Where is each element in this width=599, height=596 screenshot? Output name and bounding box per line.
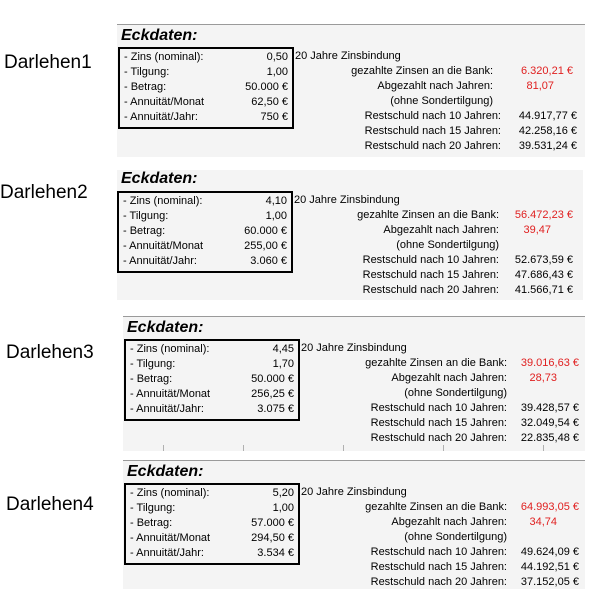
row-value[interactable]: 1,00: [266, 66, 288, 78]
row-value[interactable]: 4,10: [265, 195, 287, 207]
rest-20-value[interactable]: 39.531,24 €: [518, 140, 577, 152]
rest-20-label: Restschuld nach 20 Jahren:: [362, 284, 499, 296]
rest-10-label: Restschuld nach 10 Jahren:: [370, 402, 507, 414]
row-label: - Annuität/Jahr:: [130, 547, 204, 559]
loan-sheet-1: [117, 24, 585, 157]
row-value[interactable]: 255,00 €: [244, 240, 287, 252]
row-value[interactable]: 57.000 €: [251, 517, 294, 529]
no-special-text: (ohne Sondertilgung): [396, 239, 499, 251]
rest-15-value[interactable]: 47.686,43 €: [514, 269, 573, 281]
key-data-box: [118, 47, 294, 129]
rest-15-value[interactable]: 44.192,51 €: [520, 561, 579, 573]
row-label: - Zins (nominal):: [123, 195, 203, 207]
row-value[interactable]: 750 €: [260, 111, 288, 123]
row-annuity-year: [119, 254, 291, 269]
rest-10-label: Restschuld nach 10 Jahren:: [362, 254, 499, 266]
rest-15-label: Restschuld nach 15 Jahren:: [364, 125, 501, 137]
rest-20-label: Restschuld nach 20 Jahren:: [370, 432, 507, 444]
key-data-box: [124, 339, 300, 421]
rest-20-label: Restschuld nach 20 Jahren:: [370, 576, 507, 588]
row-interest: [119, 194, 291, 209]
no-special-text: (ohne Sondertilgung): [404, 531, 507, 543]
interest-label: gezahlte Zinsen an die Bank:: [357, 209, 499, 221]
row-value[interactable]: 256,25 €: [251, 388, 294, 400]
interest-value[interactable]: 39.016,63 €: [520, 357, 579, 369]
paid-label: Abgezahlt nach Jahren:: [383, 224, 499, 236]
row-value[interactable]: 3.060 €: [250, 255, 287, 267]
loan-sheet-2: [117, 170, 583, 300]
row-label: - Annuität/Monat: [123, 240, 204, 252]
row-annuity-month: [126, 531, 298, 546]
binding-text: 20 Jahre Zinsbindung: [294, 194, 400, 206]
row-annuity-year: [126, 402, 298, 417]
paid-value[interactable]: 81,07: [526, 80, 554, 92]
row-label: - Betrag:: [124, 81, 167, 93]
row-label: - Annuität/Jahr:: [123, 255, 197, 267]
grid-line: [543, 445, 544, 451]
row-value[interactable]: 4,45: [272, 343, 294, 355]
row-value[interactable]: 1,70: [272, 358, 294, 370]
row-label: - Annuität/Jahr:: [124, 111, 198, 123]
rest-15-value[interactable]: 42.258,16 €: [518, 125, 577, 137]
row-label: - Annuität/Monat: [124, 96, 205, 108]
row-value[interactable]: 50.000 €: [251, 373, 294, 385]
row-repayment: [126, 357, 298, 372]
loan-sheet-4: [123, 460, 585, 589]
rest-10-label: Restschuld nach 10 Jahren:: [364, 110, 501, 122]
row-value[interactable]: 60.000 €: [244, 225, 287, 237]
rest-10-value[interactable]: 39.428,57 €: [520, 402, 579, 414]
interest-label: gezahlte Zinsen an die Bank:: [351, 65, 493, 77]
row-repayment: [120, 65, 292, 80]
section-header: Eckdaten:: [121, 170, 198, 187]
row-repayment: [126, 501, 298, 516]
row-interest: [126, 486, 298, 501]
row-annuity-year: [120, 110, 292, 125]
row-label: - Zins (nominal):: [130, 487, 210, 499]
rest-15-label: Restschuld nach 15 Jahren:: [362, 269, 499, 281]
rest-10-value[interactable]: 52.673,59 €: [514, 254, 573, 266]
paid-label: Abgezahlt nach Jahren:: [377, 80, 493, 92]
row-label: - Annuität/Jahr:: [130, 403, 204, 415]
rest-20-value[interactable]: 37.152,05 €: [520, 576, 579, 588]
paid-value[interactable]: 39,47: [523, 224, 551, 236]
row-label: - Tilgung:: [130, 358, 176, 370]
row-label: - Betrag:: [123, 225, 166, 237]
row-annuity-month: [126, 387, 298, 402]
row-annuity-month: [119, 239, 291, 254]
binding-text: 20 Jahre Zinsbindung: [301, 342, 407, 354]
row-amount: [126, 516, 298, 531]
no-special-text: (ohne Sondertilgung): [404, 387, 507, 399]
loan-label-4: Darlehen4: [6, 494, 94, 515]
row-label: - Tilgung:: [124, 66, 170, 78]
paid-value[interactable]: 28,73: [529, 372, 557, 384]
paid-label: Abgezahlt nach Jahren:: [391, 516, 507, 528]
key-data-box: [117, 191, 293, 273]
rest-10-value[interactable]: 44.917,77 €: [518, 110, 577, 122]
row-value[interactable]: 294,50 €: [251, 532, 294, 544]
binding-text: 20 Jahre Zinsbindung: [295, 50, 401, 62]
binding-text: 20 Jahre Zinsbindung: [301, 486, 407, 498]
row-label: - Zins (nominal):: [124, 51, 204, 63]
row-label: - Tilgung:: [130, 502, 176, 514]
row-amount: [119, 224, 291, 239]
rest-20-label: Restschuld nach 20 Jahren:: [364, 140, 501, 152]
interest-value[interactable]: 6.320,21 €: [521, 65, 573, 77]
row-value[interactable]: 50.000 €: [245, 81, 288, 93]
section-header: Eckdaten:: [121, 27, 198, 44]
no-special-text: (ohne Sondertilgung): [390, 95, 493, 107]
row-value[interactable]: 5,20: [272, 487, 294, 499]
row-interest: [120, 50, 292, 65]
interest-value[interactable]: 56.472,23 €: [514, 209, 573, 221]
rest-15-label: Restschuld nach 15 Jahren:: [370, 561, 507, 573]
row-value[interactable]: 3.534 €: [257, 547, 294, 559]
paid-label: Abgezahlt nach Jahren:: [391, 372, 507, 384]
row-value[interactable]: 3.075 €: [257, 403, 294, 415]
row-label: - Betrag:: [130, 373, 173, 385]
row-value[interactable]: 1,00: [272, 502, 294, 514]
row-amount: [126, 372, 298, 387]
row-annuity-month: [120, 95, 292, 110]
row-value[interactable]: 1,00: [265, 210, 287, 222]
row-label: - Annuität/Monat: [130, 388, 211, 400]
row-label: - Betrag:: [130, 517, 173, 529]
grid-line: [243, 445, 244, 451]
paid-value[interactable]: 34,74: [529, 516, 557, 528]
loan-label-3: Darlehen3: [6, 342, 94, 363]
loan-sheet-3: [123, 316, 585, 451]
section-header: Eckdaten:: [127, 319, 204, 336]
rest-20-value[interactable]: 41.566,71 €: [514, 284, 573, 296]
rest-15-label: Restschuld nach 15 Jahren:: [370, 417, 507, 429]
row-repayment: [119, 209, 291, 224]
grid-line: [163, 445, 164, 451]
grid-line: [343, 445, 344, 451]
row-label: - Annuität/Monat: [130, 532, 211, 544]
rest-10-value[interactable]: 49.624,09 €: [520, 546, 579, 558]
row-label: - Zins (nominal):: [130, 343, 210, 355]
rest-10-label: Restschuld nach 10 Jahren:: [370, 546, 507, 558]
key-data-box: [124, 483, 300, 565]
grid-line: [443, 445, 444, 451]
row-label: - Tilgung:: [123, 210, 169, 222]
section-header: Eckdaten:: [127, 463, 204, 480]
loan-label-1: Darlehen1: [4, 52, 92, 73]
rest-15-value[interactable]: 32.049,54 €: [520, 417, 579, 429]
row-value[interactable]: 62,50 €: [251, 96, 288, 108]
interest-value[interactable]: 64.993,05 €: [520, 501, 579, 513]
row-annuity-year: [126, 546, 298, 561]
rest-20-value[interactable]: 22.835,48 €: [520, 432, 579, 444]
row-value[interactable]: 0,50: [266, 51, 288, 63]
interest-label: gezahlte Zinsen an die Bank:: [365, 501, 507, 513]
row-interest: [126, 342, 298, 357]
row-amount: [120, 80, 292, 95]
interest-label: gezahlte Zinsen an die Bank:: [365, 357, 507, 369]
loan-label-2: Darlehen2: [0, 182, 88, 203]
